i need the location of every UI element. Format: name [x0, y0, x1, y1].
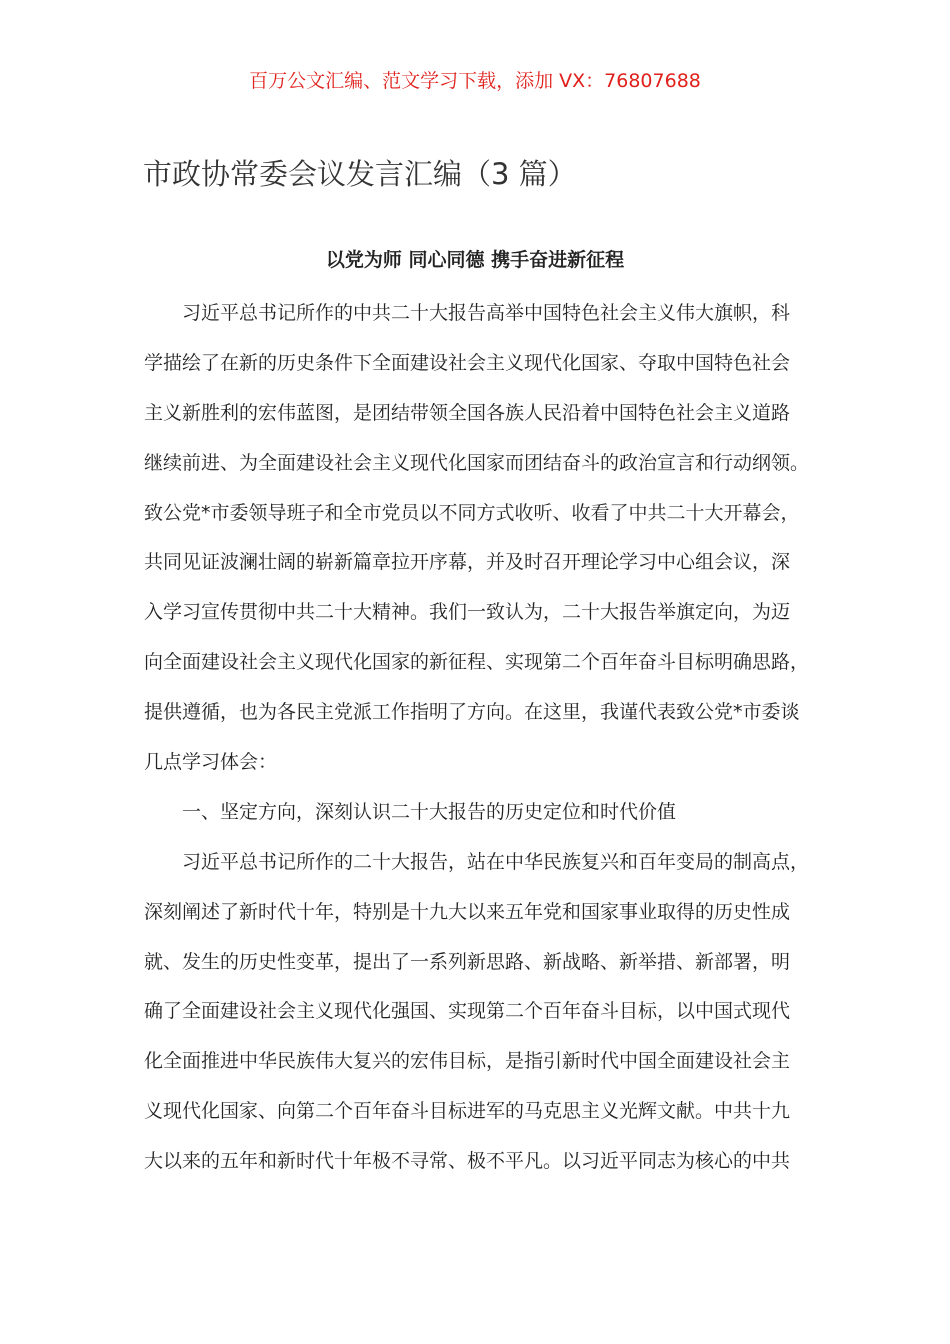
body-line: 入学习宣传贯彻中共二十大精神。我们一致认为，二十大报告举旗定向，为迈	[144, 601, 791, 624]
body-line: 习近平总书记所作的中共二十大报告高举中国特色社会主义伟大旗帜，科	[182, 302, 791, 324]
body-text	[144, 296, 824, 1194]
body-line: 确了全面建设社会主义现代化强国、实现第二个百年奋斗目标，以中国式现代	[144, 1000, 791, 1023]
document-title: 市政协常委会议发言汇编（3 篇）	[143, 157, 577, 191]
body-line: 一、坚定方向，深刻认识二十大报告的历史定位和时代价值	[182, 800, 677, 823]
section-title: 以党为师 同心同德 携手奋进新征程	[325, 249, 625, 271]
body-line: 向全面建设社会主义现代化国家的新征程、实现第二个百年奋斗目标明确思路，	[144, 651, 810, 674]
body-line: 致公党*市委领导班子和全市党员以不同方式收听、收看了中共二十大开幕会，	[144, 501, 800, 524]
body-line: 主义新胜利的宏伟蓝图，是团结带领全国各族人民沿着中国特色社会主义道路	[144, 401, 791, 424]
body-line: 大以来的五年和新时代十年极不寻常、极不平凡。以习近平同志为核心的中共	[144, 1150, 791, 1173]
body-line: 习近平总书记所作的二十大报告，站在中华民族复兴和百年变局的制高点，	[182, 850, 810, 873]
header-banner: 百万公文汇编、范文学习下载，添加 VX：76807688	[249, 70, 701, 92]
body-line: 提供遵循，也为各民主党派工作指明了方向。在这里，我谨代表致公党*市委谈	[144, 701, 800, 724]
body-line: 化全面推进中华民族伟大复兴的宏伟目标，是指引新时代中国全面建设社会主	[144, 1050, 791, 1073]
body-line: 义现代化国家、向第二个百年奋斗目标进军的马克思主义光辉文献。中共十九	[144, 1100, 791, 1123]
body-line: 几点学习体会：	[144, 751, 278, 774]
body-line: 深刻阐述了新时代十年，特别是十九大以来五年党和国家事业取得的历史性成	[144, 900, 791, 923]
body-line: 共同见证波澜壮阔的崭新篇章拉开序幕，并及时召开理论学习中心组会议，深	[144, 551, 791, 574]
body-line: 学描绘了在新的历史条件下全面建设社会主义现代化国家、夺取中国特色社会	[144, 351, 791, 374]
body-line: 继续前进、为全面建设社会主义现代化国家而团结奋斗的政治宣言和行动纲领。	[144, 451, 810, 474]
body-line: 就、发生的历史性变革，提出了一系列新思路、新战略、新举措、新部署，明	[144, 950, 791, 973]
